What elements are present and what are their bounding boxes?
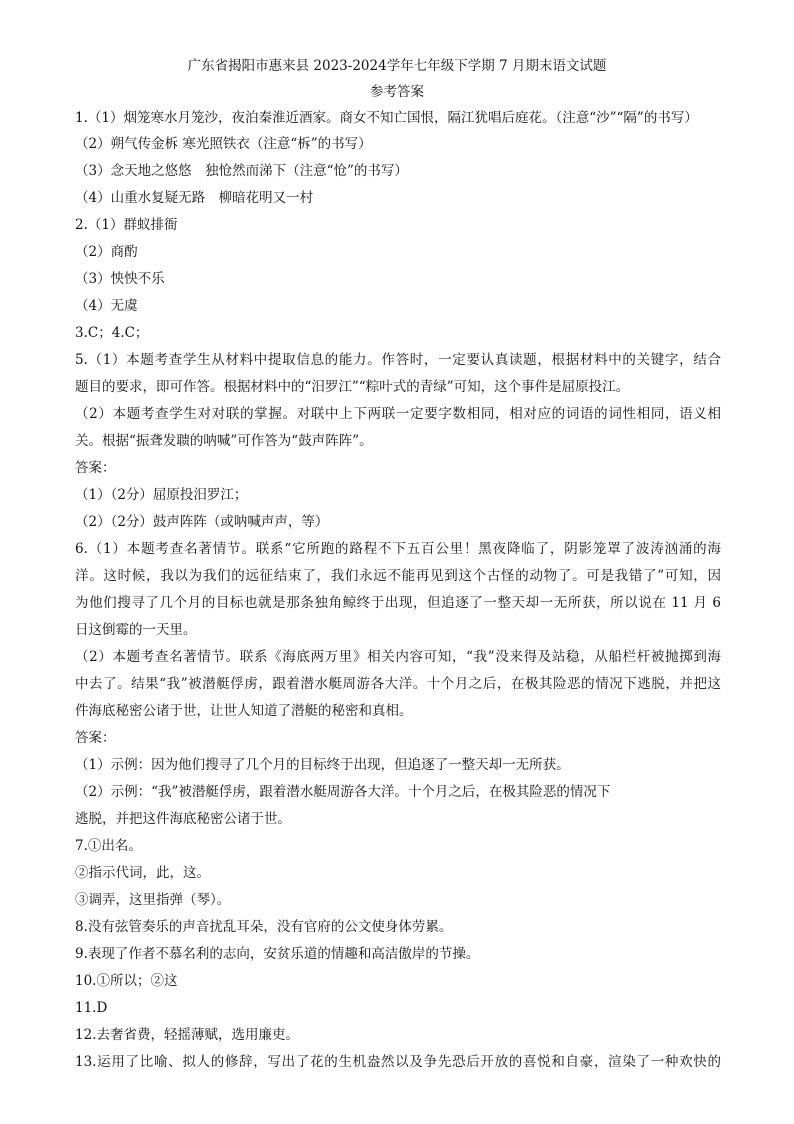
answer-line: 13.运用了比喻、拟人的修辞，写出了花的生机盎然以及争先恐后开放的喜悦和自豪，渲染了一种欢快的 — [75, 1054, 721, 1070]
answer-line: （2）（2分）鼓声阵阵（或呐喊声声，等） — [75, 514, 329, 530]
answer-line: （1）示例：因为他们搜寻了几个月的目标终于出现，但追逐了一整天却一无所获。 — [75, 757, 570, 773]
answer-line: 逃脱，并把这件海底秘密公诸于世。 — [75, 811, 291, 827]
answer-line: 7.①出名。 — [75, 838, 142, 854]
answer-line: （4）无虞 — [75, 298, 138, 314]
answer-line: ②指示代词，此，这。 — [75, 865, 210, 881]
answer-line: 关。根据“振聋发聩的呐喊”可作答为“鼓声阵阵”。 — [75, 433, 373, 449]
answer-line: （3）念天地之悠悠 独怆然而涕下（注意“怆”的书写） — [75, 163, 408, 179]
answer-line: 1.（1）烟笼寒水月笼沙，夜泊秦淮近酒家。商女不知亡国恨，隔江犹唱后庭花。（注意“沙”“隔”的书写） — [75, 110, 698, 126]
answer-label: 答案： — [75, 730, 116, 746]
answer-line: （1）（2分）屈原投汨罗江； — [75, 487, 248, 503]
answer-line: 日这倒霉的一天里。 — [75, 622, 197, 638]
answer-line: 11.D — [75, 1000, 108, 1016]
answer-line: 12.去奢省费，轻摇薄赋，选用廉吏。 — [75, 1027, 299, 1043]
answer-line: 洋。这时候，我以为我们的远征结束了，我们永远不能再见到这个古怪的动物了。可是我错了”可知，因 — [75, 568, 721, 584]
answer-line: 2.（1）群蚁排衙 — [75, 217, 178, 233]
answer-line: 中去了。结果“我”被潜艇俘虏，跟着潜水艇周游各大洋。十个月之后，在极其险恶的情况下逃脱，并把这 — [75, 676, 721, 692]
answer-line: ③调弄，这里指弹（琴）。 — [75, 892, 231, 908]
answer-line: 10.①所以；②这 — [75, 973, 178, 989]
answer-line: （4）山重水复疑无路 柳暗花明又一村 — [75, 190, 314, 206]
document-subtitle: 参考答案 — [370, 84, 424, 100]
answer-label: 答案： — [75, 460, 116, 476]
answer-line: 3.C；4.C； — [75, 325, 149, 341]
answer-line: 题目的要求，即可作答。根据材料中的“汨罗江”“粽叶式的青绿”可知，这个事件是屈原投江。 — [75, 379, 630, 395]
answer-line: （3）怏怏不乐 — [75, 271, 165, 287]
answer-line: 5.（1）本题考查学生从材料中提取信息的能力。作答时，一定要认真读题，根据材料中的关键字，结合 — [75, 352, 721, 368]
answer-line: 9.表现了作者不慕名利的志向，安贫乐道的情趣和高洁傲岸的节操。 — [75, 946, 480, 962]
answer-line: （2）本题考查学生对对联的掌握。对联中上下两联一定要字数相同，相对应的词语的词性相同，语义相 — [75, 406, 721, 422]
document-title: 广东省揭阳市惠来县 2023-2024学年七年级下学期 7 月期末语文试题 — [187, 58, 607, 74]
answer-line: （2）朔气传金柝 寒光照铁衣（注意“柝”的书写） — [75, 136, 372, 152]
answer-line: （2）本题考查名著情节。联系《海底两万里》相关内容可知，“我”没来得及站稳，从船栏杆被抛掷到海 — [75, 649, 721, 665]
answer-line: （2）商酌 — [75, 244, 138, 260]
answer-line: 件海底秘密公诸于世，让世人知道了潜艇的秘密和真相。 — [75, 703, 413, 719]
answer-line: 为他们搜寻了几个月的目标也就是那条独角鲸终于出现，但追逐了一整天却一无所获，所以说在 11 月 6 — [75, 595, 721, 611]
answer-line: 8.没有弦管奏乐的声音扰乱耳朵，没有官府的公文使身体劳累。 — [75, 919, 453, 935]
answer-line: 6.（1）本题考查名著情节。联系“它所跑的路程不下五百公里！黑夜降临了，阴影笼罩了波涛汹涌的海 — [75, 541, 721, 557]
answer-line: （2）示例：“我”被潜艇俘虏，跟着潜水艇周游各大洋。十个月之后，在极其险恶的情况下 — [75, 784, 611, 800]
